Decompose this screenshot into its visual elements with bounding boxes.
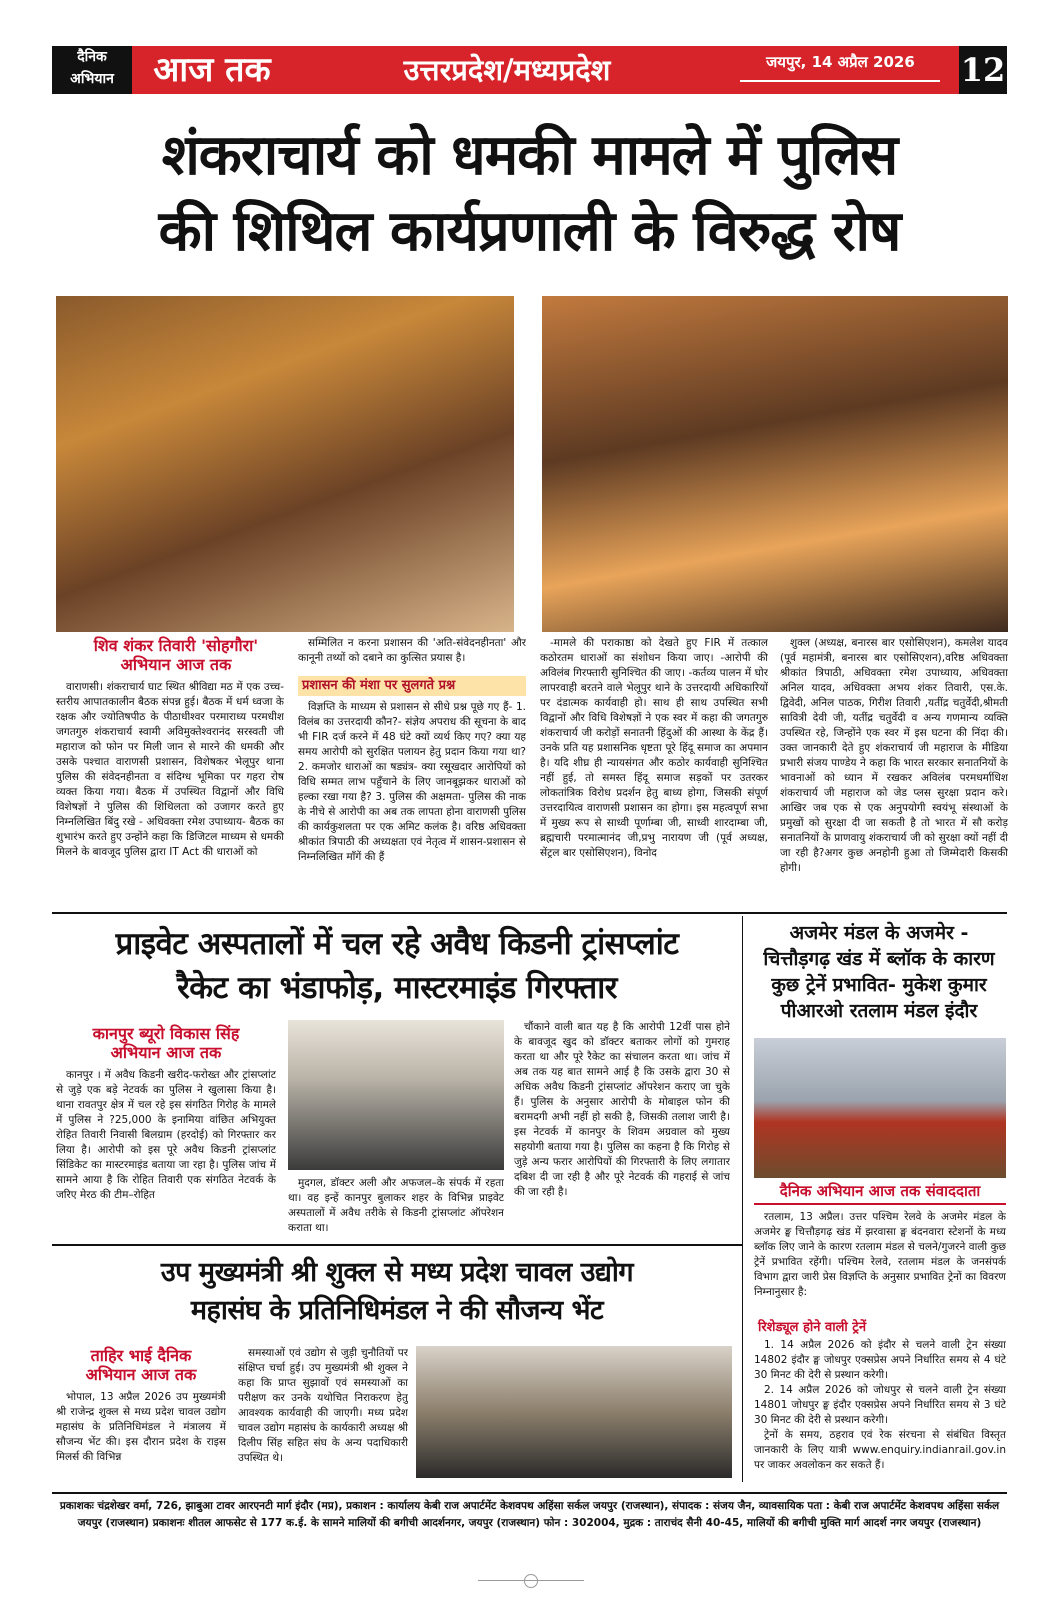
story3-closing: ट्रेनों के समय, ठहराव एवं रेक संरचना से संबंधित विस्तृत जानकारी के लिए यात्री www.enquiry.indianrail.gov.in पर जाकर अवलोकन कर सकते हैं। xyxy=(754,1429,1006,1471)
story2-byline-name: कानपुर ब्यूरो विकास सिंह xyxy=(92,1024,240,1043)
story4-byline-org: अभियान आज तक xyxy=(85,1365,197,1384)
story1-byline xyxy=(56,636,296,674)
story1-col4 xyxy=(780,636,1008,916)
story1-col1-text: वाराणसी। शंकराचार्य घाट स्थित श्रीविद्या मठ में एक उच्च-स्तरीय आपातकालीन बैठक संपन्न हुई। बैठक में धर्म ध्वजा के रक्षक और ज्योतिषपीठ के पीठाधीश्वर परमाराध्य परमधीश जगतगुरु शंकराचार्य स्वामी अविमुक्तेश्वरानंद सरस्वती जी महाराज को फोन पर मिली जान से मारने की धमकी और उसके पश्चात वाराणसी प्रशासन, विशेषकर भेलूपुर थाना पुलिस की संवेदनहीनता व संदिग्ध भूमिका पर गहरा रोष व्यक्त किया गया। बैठक में उपस्थित विद्वानों और विधि विशेषज्ञों ने पुलिस की शिथिलता को उजागर करते हुए निम्नलिखित बिंदु रखे - अधिवक्ता रमेश उपाध्याय- बैठक का शुभारंभ करते हुए उन्होंने कहा कि डिजिटल माध्यम से धमकी मिलने के बावजूद पुलिस द्वारा IT Act की धाराओं को xyxy=(56,681,284,858)
brand-box-small xyxy=(52,46,132,94)
train-headline-line3: कुछ ट्रेनें प्रभावित- मुकेश कुमार xyxy=(771,974,987,996)
story2-col2-text: मुदगल, डॉक्टर अली और अफजल–के संपर्क में रहता था। वह इन्हें कानपुर बुलाकर शहर के विभिन्न प्राइवेट अस्पतालों में अवैध तरीके से किडनी ट्रांसप्लांट ऑपरेशन कराता था। xyxy=(288,1177,504,1234)
divider-story2 xyxy=(52,1244,742,1246)
vertical-divider xyxy=(742,916,743,1482)
story3-body-text: रतलाम, 13 अप्रैल। उत्तर पश्चिम रेलवे के अजमेर मंडल के अजमेर ङ्घ चित्तौड़गढ़ खंड में झरवासा ङ्घ बंदनवारा स्टेशनों के मध्य ब्लॉक लिए जाने के कारण रतलाम मंडल से चलने/गुजरने वाली कुछ ट्रेनें प्रभावित रहेंगी। पश्चिम रेलवे, रतलाम मंडल के जनसंपर्क विभाग द्वारा जारी प्रेस विज्ञप्ति के अनुसार प्रभावित ट्रेनों का विवरण निम्नानुसार है: xyxy=(754,1211,1006,1298)
story2-col1 xyxy=(56,1068,276,1234)
story1-col3-text: -मामले की पराकाष्ठा को देखते हुए FIR में तत्काल कठोरतम धाराओं का संशोधन किया जाए। -आरोपी की अविलंब गिरफ्तारी सुनिश्चित की जाए। -कर्तव्य पालन में घोर लापरवाही बरतने वाले भेलूपुर थाने के उत्तरदायी अधिकारियों पर दंडात्मक कार्यवाही हो। साथ ही साथ उपस्थित सभी विद्वानों और विधि विशेषज्ञों ने एक स्वर में कहा की जगतगुरु शंकराचार्य जी करोड़ों सनातनी हिंदुओं की आस्था के केंद्र हैं। उनके प्रति यह प्रशासनिक धृष्टता पूरे हिंदू समाज का अपमान है। यदि शीघ्र ही न्यायसंगत और कठोर कार्यवाही सुनिश्चित नहीं हुई, तो समस्त हिंदू समाज सड़कों पर उतरकर लोकतांत्रिक विरोध प्रदर्शन हेतु बाध्य होगा, जिसकी संपूर्ण उत्तरदायित्व वाराणसी प्रशासन का होगा। इस महत्वपूर्ण सभा में मुख्य रूप से साध्वी पूर्णाम्बा जी, साध्वी शारदाम्बा जी, ब्रह्मचारी परमात्मानंद जी,प्रभु नारायण जी (पूर्व अध्यक्ष, सेंट्रल बार एसोसिएशन), विनोद xyxy=(540,637,768,859)
story3-item1: 1. 14 अप्रैल 2026 को इंदौर से चलने वाली ट्रेन संख्या 14802 इंदौर ङ्घ जोधपुर एक्सप्रेस अपने निर्धारित समय से 4 घंटे 30 मिनट की देरी से प्रस्थान करेगी। xyxy=(754,1339,1006,1381)
date-text: जयपुर, 14 अप्रैल 2026 xyxy=(766,53,915,71)
story1-col3 xyxy=(540,636,768,916)
story2-col3-text: चौंकाने वाली बात यह है कि आरोपी 12वीं पास होने के बावजूद खुद को डॉक्टर बताकर लोगों को गुमराह करता था और पूरे रैकेट का संचालन करता था। जांच में अब तक यह बात सामने आई है कि उसके द्वारा 30 से अधिक अवैध किडनी ट्रांसप्लांट ऑपरेशन कराए जा चुके हैं। पुलिस के अनुसार आरोपी के मोबाइल फोन की बरामदगी अभी नहीं हो सकी है, जिसकी तलाश जारी है। इस नेटवर्क में कानपुर के शिवम अग्रवाल को मुख्य सहयोगी बताया गया है। पुलिस का कहना है कि गिरोह से जुड़े अन्य फरार आरोपियों की गिरफ्तारी के लिए लगातार दबिश दी जा रही है और पूरे नेटवर्क की गहराई से जांच की जा रही है। xyxy=(514,1021,730,1198)
date-underline xyxy=(740,80,940,82)
main-headline-line2: की शिथिल कार्यप्रणाली के विरुद्ध रोष xyxy=(158,199,901,264)
edition-date xyxy=(722,46,959,94)
story4-col2-text: समस्याओं एवं उद्योग से जुड़ी चुनौतियों पर संक्षिप्त चर्चा हुई। उप मुख्यमंत्री श्री शुक्ल ने कहा कि प्राप्त सुझावों एवं समस्याओं का परीक्षण कर उनके यथोचित निराकरण हेतु आवश्यक कार्यवाही की जाएगी। मध्य प्रदेश चावल उद्योग महासंघ के कार्यकारी अध्यक्ष श्री दिलीप सिंह सहित संघ के अन्य पदाधिकारी उपस्थित थे। xyxy=(238,1347,408,1464)
story1-byline-name: शिव शंकर तिवारी 'सोहगौरा' xyxy=(93,636,259,655)
kidney-headline-line2: रैकेट का भंडाफोड़, मास्टरमाइंड गिरफ्तार xyxy=(177,970,617,1006)
story2-byline xyxy=(56,1024,276,1062)
meeting-photo-right xyxy=(542,296,1008,632)
registration-mark-icon xyxy=(524,1574,538,1588)
story4-col2 xyxy=(238,1346,408,1482)
footer-rule xyxy=(52,1492,1007,1494)
imprint xyxy=(52,1498,1007,1532)
story1-col2-text: विज्ञप्ति के माध्यम से प्रशासन से सीधे प्रश्न पूछे गए हैं- 1. विलंब का उत्तरदायी कौन?- संज्ञेय अपराध की सूचना के बाद भी FIR दर्ज करने में 48 घंटे क्यों व्यर्थ किए गए? क्या यह समय आरोपी को सुरक्षित पलायन हेतु प्रदान किया गया था? 2. कमजोर धाराओं का षड्यंत्र- क्या रसूखदार आरोपियों को विधि सम्मत लाभ पहुँचाने के लिए जानबूझकर धाराओं को हल्का रखा गया है? 3. पुलिस की अक्षमता- पुलिस की नाक के नीचे से आरोपी का अब तक लापता होना वाराणसी पुलिस की कार्यकुशलता पर एक अमिट कलंक है। वरिष्ठ अधिवक्ता श्रीकांत त्रिपाठी की अध्यक्षता एवं नेतृत्व में शासन-प्रशासन से निम्नलिखित माँगें की हैं xyxy=(298,701,526,863)
story4-col1 xyxy=(56,1390,226,1482)
imprint-line1: प्रकाशकः चंद्रशेखर वर्मा, 726, झाबुआ टावर आरएनटी मार्ग इंदौर (मप्र), प्रकाशन : कार्यालय केबी राज अपार्टमेंट केशवपथ अहिंसा सर्कल जयपुर (राजस्थान), संपादक : संजय जैन, व्यावसायिक पता : केबी राज अपार्टमेंट केशवपथ अहिंसा सर्कल xyxy=(59,1500,1000,1512)
story1-col2-top xyxy=(298,636,526,674)
train-photo xyxy=(754,1038,1006,1178)
rice-headline-line1: उप मुख्यमंत्री श्री शुक्ल से मध्य प्रदेश चावल उद्योग xyxy=(160,1257,634,1288)
train-headline-line1: अजमेर मंडल के अजमेर - xyxy=(789,922,969,944)
story4-byline-name: ताहिर भाई दैनिक xyxy=(90,1346,192,1365)
delegation-photo xyxy=(416,1346,732,1478)
train-headline xyxy=(750,920,1008,1024)
story1-subhead: प्रशासन की मंशा पर सुलगते प्रश्न xyxy=(298,676,526,696)
story3-subhead: रिशेड्यूल होने वाली ट्रेनें xyxy=(758,1320,867,1335)
story1-col1 xyxy=(56,680,284,916)
main-headline xyxy=(52,118,1007,270)
story3-body xyxy=(754,1210,1006,1314)
story3-byline-rule xyxy=(754,1203,1006,1205)
imprint-line2: जयपुर (राजस्थान) प्रकाशनः शीतल आफसेट से 177 क.ई. के सामने मालियों की बगीची आदर्शनगर, जयपुर (राजस्थान) फोन : 302004, मुद्रक : ताराचंद सैनी 40-45, मालियों की बगीची मुक्ति मार्ग आदर्श नगर जयपुर (राजस्थान) xyxy=(77,1517,982,1529)
story1-col2 xyxy=(298,700,526,916)
press-conference-photo xyxy=(288,1020,504,1170)
brand-main: आज तक xyxy=(132,46,292,94)
brand-top: दैनिक xyxy=(77,49,107,65)
rice-headline-line2: महासंघ के प्रतिनिधिमंडल ने की सौजन्य भेंट xyxy=(190,1295,604,1326)
kidney-headline xyxy=(52,922,742,1010)
rice-headline xyxy=(52,1254,742,1330)
story2-col3 xyxy=(514,1020,730,1234)
story3-list xyxy=(754,1338,1006,1482)
kidney-headline-line1: प्राइवेट अस्पतालों में चल रहे अवैध किडनी ट्रांसप्लांट xyxy=(115,926,679,962)
story3-item2: 2. 14 अप्रैल 2026 को जोधपुर से चलने वाली ट्रेन संख्या 14801 जोधपुर ङ्घ इंदौर एक्सप्रेस अपने निर्धारित समय से 3 घंटे 30 मिनट की देरी से प्रस्थान करेगी। xyxy=(754,1384,1006,1426)
story1-col2-top-text: सम्मिलित न करना प्रशासन की 'अति-संवेदनहीनता' और कानूनी तथ्यों को दबाने का कुत्सित प्रयास है। xyxy=(298,637,526,664)
train-headline-line4: पीआरओ रतलाम मंडल इंदौर xyxy=(780,1000,978,1022)
train-headline-line2: चित्तौड़गढ़ खंड में ब्लॉक के कारण xyxy=(763,948,995,970)
story1-byline-org: अभियान आज तक xyxy=(120,655,232,674)
meeting-photo-left xyxy=(56,296,514,632)
story3-byline: दैनिक अभियान आज तक संवाददाता xyxy=(779,1182,981,1200)
page-number: 12 xyxy=(959,46,1007,94)
story1-col4-text: शुक्ल (अध्यक्ष, बनारस बार एसोसिएशन), कमलेश यादव (पूर्व महामंत्री, बनारस बार एसोसिएशन),वरिष्ठ अधिवक्ता श्रीकांत त्रिपाठी, अधिवक्ता रमेश उपाध्याय, अधिवक्ता अनिल यादव, अधिवक्ता अभय शंकर तिवारी, एस.के. द्विवेदी, अनिल पाठक, गिरीश तिवारी ,यतींद्र चतुर्वेदी,श्रीमती सावित्री देवी जी, यतींद्र चतुर्वेदी व अन्य गणमान्य व्यक्ति उपस्थित रहे, जिन्होंने एक स्वर में इस घटना की निंदा की। उक्त जानकारी देते हुए शंकराचार्य जी महाराज के मीडिया प्रभारी संजय पाण्डेय ने कहा कि भारत सरकार सनातनियों के भावनाओं को ध्यान में रखकर अविलंब परमधर्माधिश शंकराचार्य जी महाराज को जेड प्लस सुरक्षा प्रदान करे।आखिर जब एक से एक अनुपयोगी स्वयंभू संस्थाओं के प्रमुखों को सुरक्षा दी जा सकती है तो भारत में सौ करोड़ सनातनियों के प्राणवायु शंकराचार्य जी को सुरक्षा क्यों नहीं दी जा रही है?अगर कुछ अनहोनी हुआ तो जिम्मेदारी किसकी होगी। xyxy=(780,637,1008,874)
brand-bottom: अभियान xyxy=(70,71,114,87)
main-headline-line1: शंकराचार्य को धमकी मामले में पुलिस xyxy=(161,123,898,188)
story2-col2 xyxy=(288,1176,504,1234)
story2-col1-text: कानपुर । में अवैध किडनी खरीद-फरोख्त और ट्रांसप्लांट से जुड़े एक बड़े नेटवर्क का पुलिस ने खुलासा किया है। थाना रावतपुर क्षेत्र में चल रहे इस संगठित गिरोह के मामले में पुलिस ने ?25,000 के इनामिया वांछित अभियुक्त रोहित तिवारी निवासी बिलग्राम (हरदोई) को गिरफ्तार कर लिया है। आरोपी को इस पूरे अवैध किडनी ट्रांसप्लांट सिंडिकेट का मास्टरमाइंड बताया जा रहा है। पुलिस जांच में सामने आया है कि रोहित तिवारी एक संगठित नेटवर्क के जरिए मेरठ की टीम–रोहित xyxy=(56,1069,276,1201)
story4-byline xyxy=(56,1346,226,1384)
story2-byline-org: अभियान आज तक xyxy=(110,1043,222,1062)
divider-story1 xyxy=(52,912,1007,914)
section-title: उत्तरप्रदेश/मध्यप्रदेश xyxy=(292,46,722,94)
story4-col1-text: भोपाल, 13 अप्रैल 2026 उप मुख्यमंत्री श्री राजेन्द्र शुक्ल से मध्य प्रदेश चावल उद्योग महासंघ के प्रतिनिधिमंडल ने मंत्रालय में सौजन्य भेंट की। इस दौरान प्रदेश के राइस मिलर्स की विभिन्न xyxy=(56,1391,226,1463)
